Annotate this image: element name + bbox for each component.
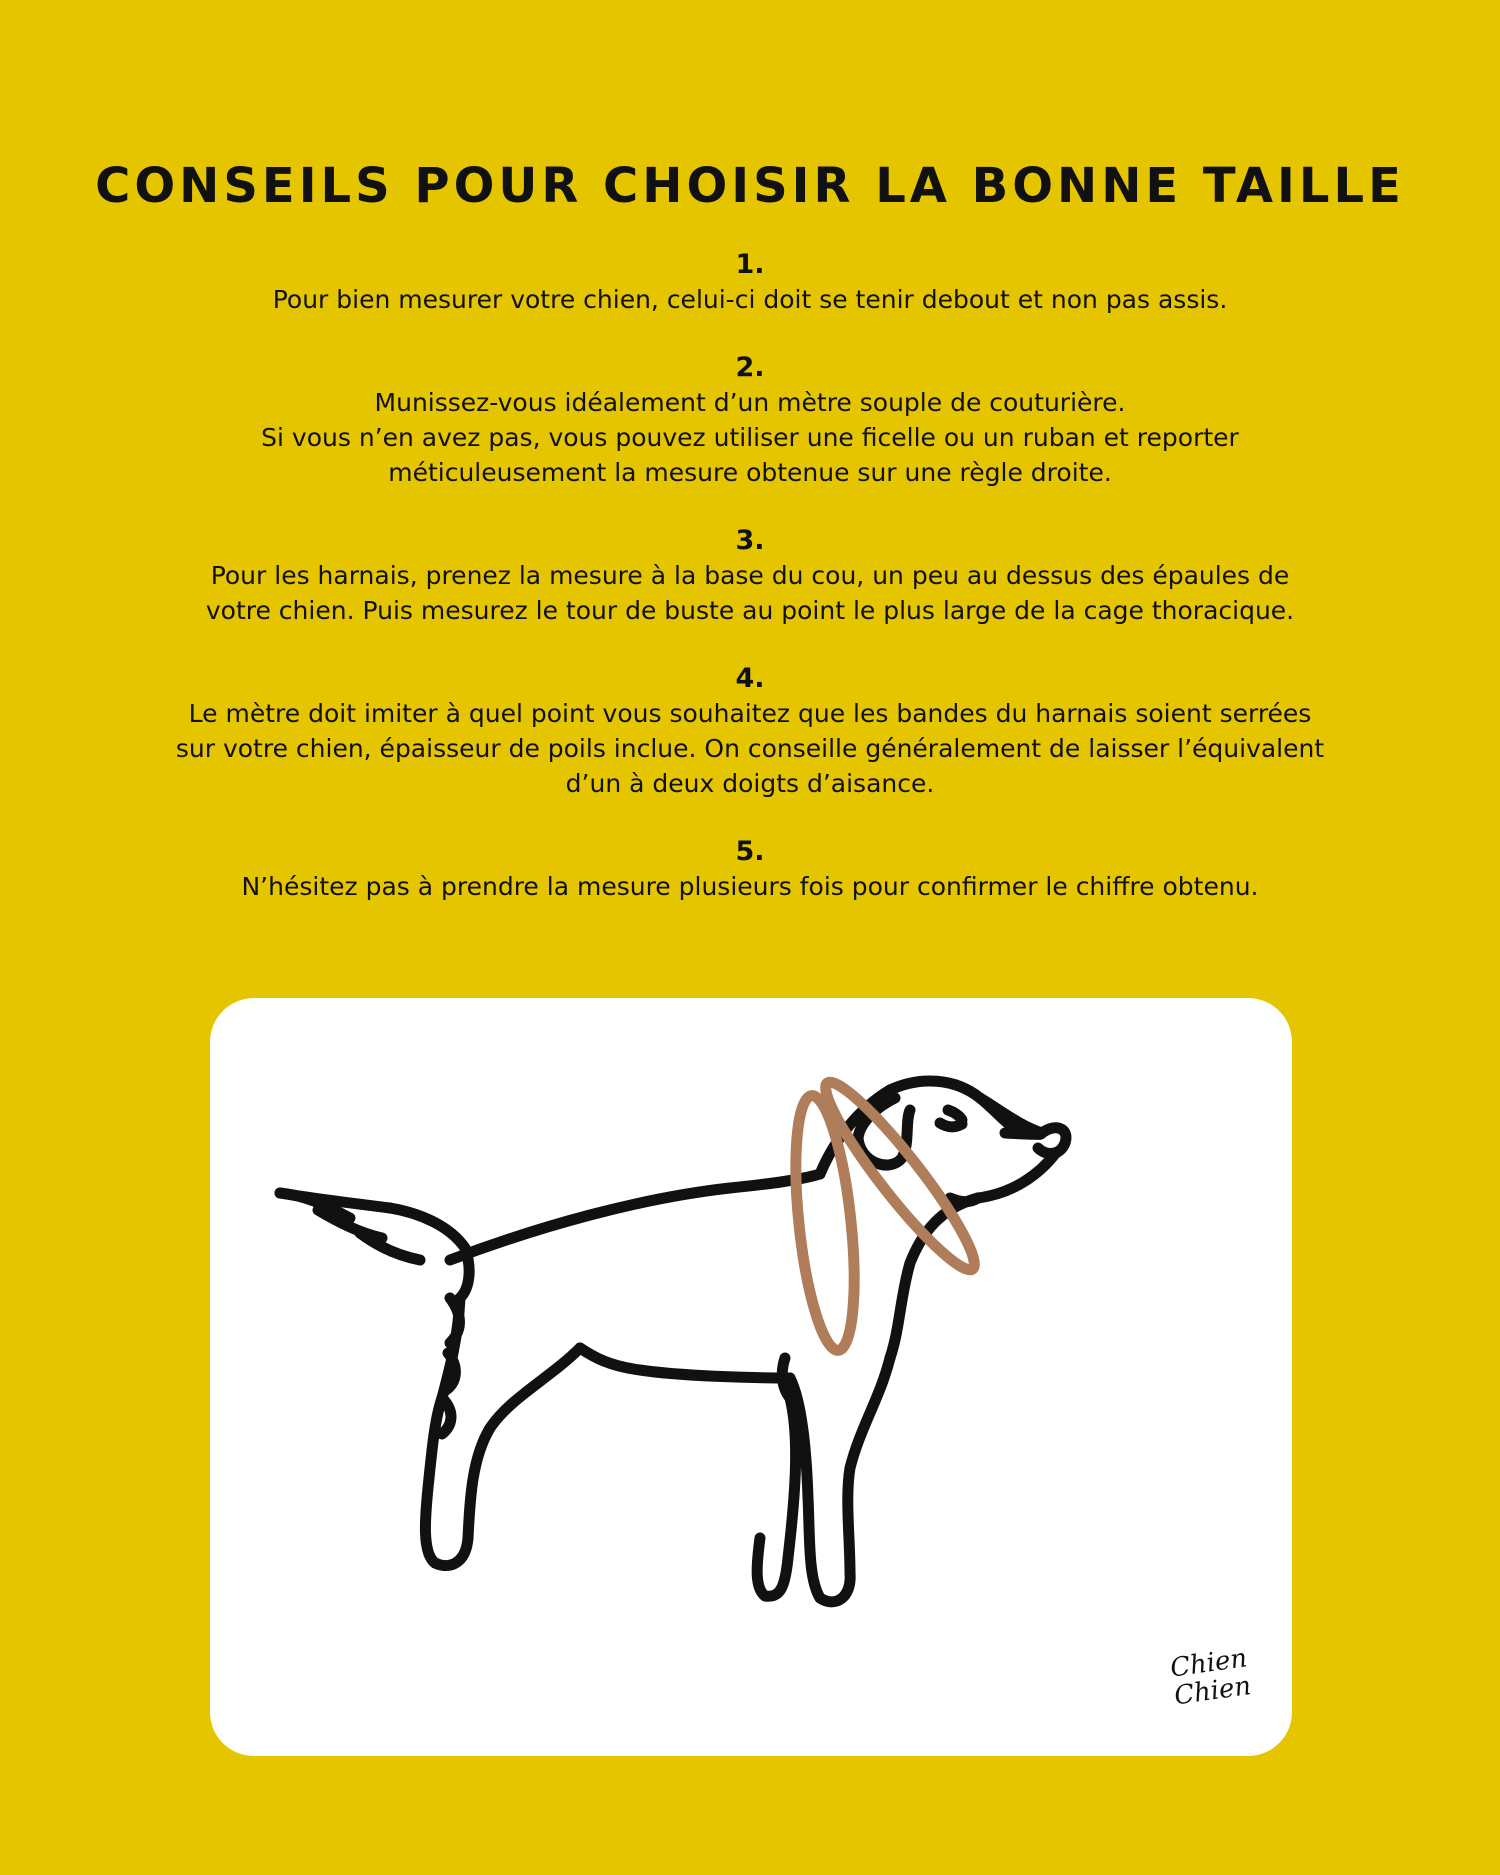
logo-line: Chien — [1172, 1670, 1253, 1712]
tip-4 — [130, 661, 1370, 801]
tip-text-line: méticuleusement la mesure obtenue sur une règle droite. — [388, 458, 1112, 487]
tip-3 — [130, 523, 1370, 628]
tip-text-line: votre chien. Puis mesurez le tour de buste au point le plus large de la cage thoracique. — [205, 596, 1295, 625]
tips-list — [130, 247, 1370, 937]
logo-line: Chien — [1168, 1643, 1249, 1684]
dog-measurement-illustration — [210, 998, 1292, 1756]
page-title: CONSEILS POUR CHOISIR LA BONNE TAILLE — [95, 158, 1405, 215]
chest-measure-ring — [786, 1093, 864, 1353]
tip-number: 4. — [735, 663, 765, 694]
tip-text-line: d’un à deux doigts d’aisance. — [565, 769, 935, 798]
tip-number: 3. — [735, 525, 765, 556]
tip-number: 1. — [735, 249, 765, 280]
tip-text-line: Si vous n’en avez pas, vous pouvez utiliser une ficelle ou un ruban et reporter — [261, 423, 1239, 452]
tip-1 — [130, 247, 1370, 317]
dog-outline — [280, 1081, 1066, 1602]
tip-text-line: Pour les harnais, prenez la mesure à la base du cou, un peu au dessus des épaules de — [210, 561, 1290, 590]
tip-text-line: Munissez-vous idéalement d’un mètre souple de couturière. — [374, 388, 1126, 417]
tip-number: 2. — [735, 352, 765, 383]
tip-2 — [130, 350, 1370, 490]
tip-text-line: Pour bien mesurer votre chien, celui-ci doit se tenir debout et non pas assis. — [272, 285, 1228, 314]
illustration-card — [210, 998, 1292, 1756]
tip-text-line: N’hésitez pas à prendre la mesure plusieurs fois pour confirmer le chiffre obtenu. — [241, 872, 1259, 901]
neck-measure-ring — [812, 1071, 989, 1282]
tip-5 — [130, 834, 1370, 904]
tip-number: 5. — [735, 836, 765, 867]
tip-text-line: Le mètre doit imiter à quel point vous souhaitez que les bandes du harnais soient serrées — [188, 699, 1312, 728]
brand-logo — [1168, 1643, 1268, 1738]
tip-text-line: sur votre chien, épaisseur de poils inclue. On conseille généralement de laisser l’équivalent — [175, 734, 1325, 763]
